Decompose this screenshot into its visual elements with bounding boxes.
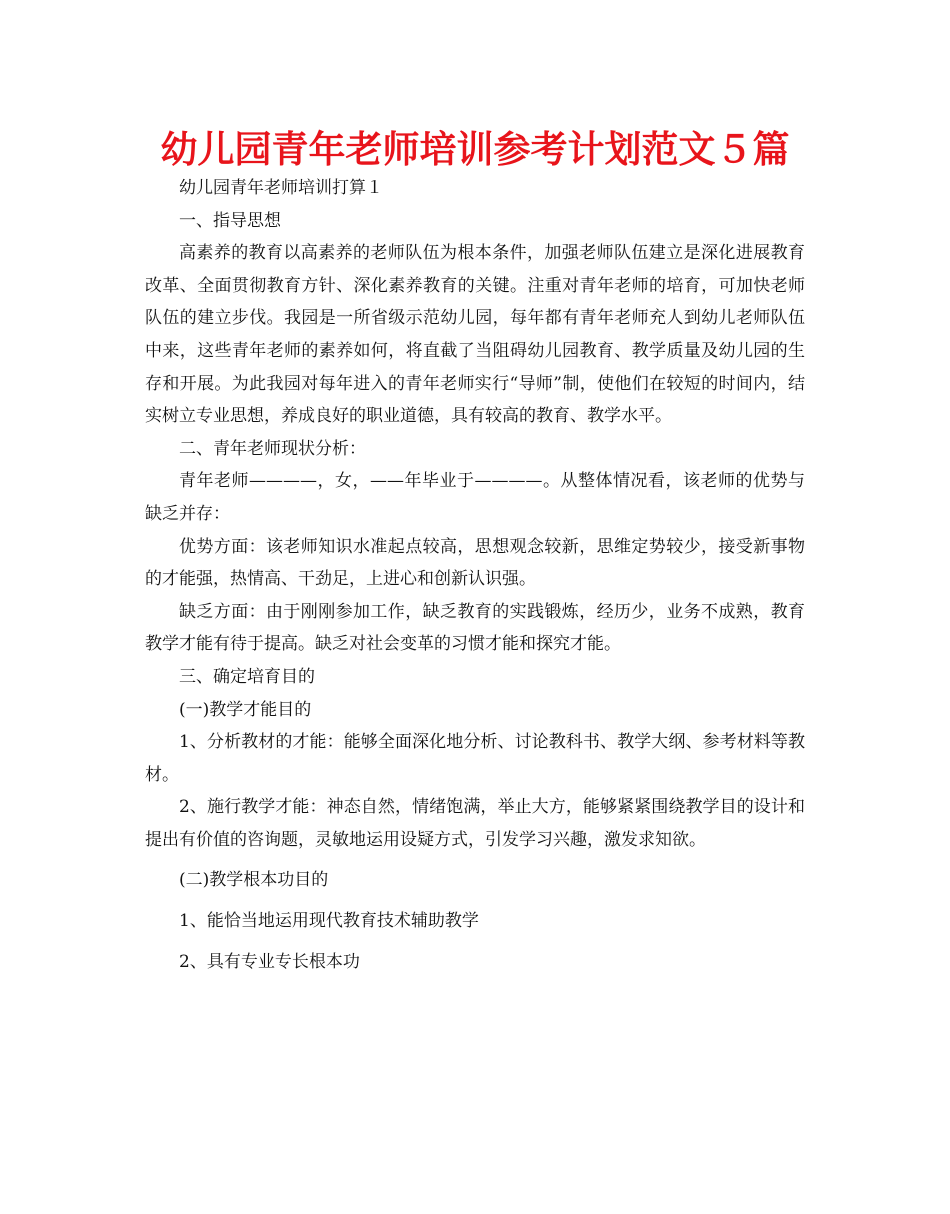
item-analyze-materials: 1、分析教材的才能：能够全面深化地分析、讨论教科书、教学大纲、参考材料等教材。 <box>145 732 805 785</box>
document-body <box>145 172 805 978</box>
subheading-basic-skills: (二)教学根本功目的 <box>179 870 329 891</box>
section-subtitle: 幼儿园青年老师培训打算１ <box>179 178 383 198</box>
item-teaching-practice: 2、施行教学才能：神态自然，情绪饱满，举止大方，能够紧紧围绕教学目的设计和提出有价值的咨询题，灵敏地运用设疑方式，引发学习兴趣，激发求知欲。 <box>145 797 805 850</box>
heading-training-goals: 三、确定培育目的 <box>179 666 315 687</box>
heading-guiding-thought: 一、指导思想 <box>179 210 281 231</box>
document-title: 幼儿园青年老师培训参考计划范文５篇 <box>160 128 790 171</box>
heading-status-analysis: 二、青年老师现状分析： <box>179 438 366 459</box>
item-professional-skills: 2、具有专业专长根本功 <box>179 951 360 972</box>
paragraph-gap <box>145 897 805 905</box>
subheading-teaching-ability: (一)教学才能目的 <box>179 699 312 720</box>
paragraph-gap <box>145 938 805 946</box>
paragraph-teacher-overview: 青年老师————，女，——年毕业于————。从整体情况看，该老师的优势与缺乏并存： <box>145 471 805 524</box>
paragraph-weaknesses: 缺乏方面：由于刚刚参加工作，缺乏教育的实践锻炼，经历少，业务不成熟，教育教学才能有待于提高。缺乏对社会变革的习惯才能和探究才能。 <box>145 601 805 655</box>
paragraph-guiding-thought: 高素养的教育以高素养的老师队伍为根本条件，加强老师队伍建立是深化进展教育改革、全面贯彻教育方针、深化素养教育的关键。注重对青年老师的培育，可加快老师队伍的建立步伐。我园是一所省级示范幼儿园，每年都有青年老师充人到幼儿老师队伍中来，这些青年老师的素养如何，将直截了当阻碍幼儿园教育、教学质量及幼儿园的生存和开展。为此我园对每年进入的青年老师实行“导师”制，使他们在较短的时间内，结实树立专业思想，养成良好的职业道德，具有较高的教育、教学水平。 <box>145 243 805 427</box>
paragraph-strengths: 优势方面：该老师知识水准起点较高，思想观念较新，思维定势较少，接受新事物的才能强，热情高、干劲足，上进心和创新认识强。 <box>145 536 805 590</box>
paragraph-gap <box>145 856 805 864</box>
item-modern-technology: 1、能恰当地运用现代教育技术辅助教学 <box>179 911 479 932</box>
